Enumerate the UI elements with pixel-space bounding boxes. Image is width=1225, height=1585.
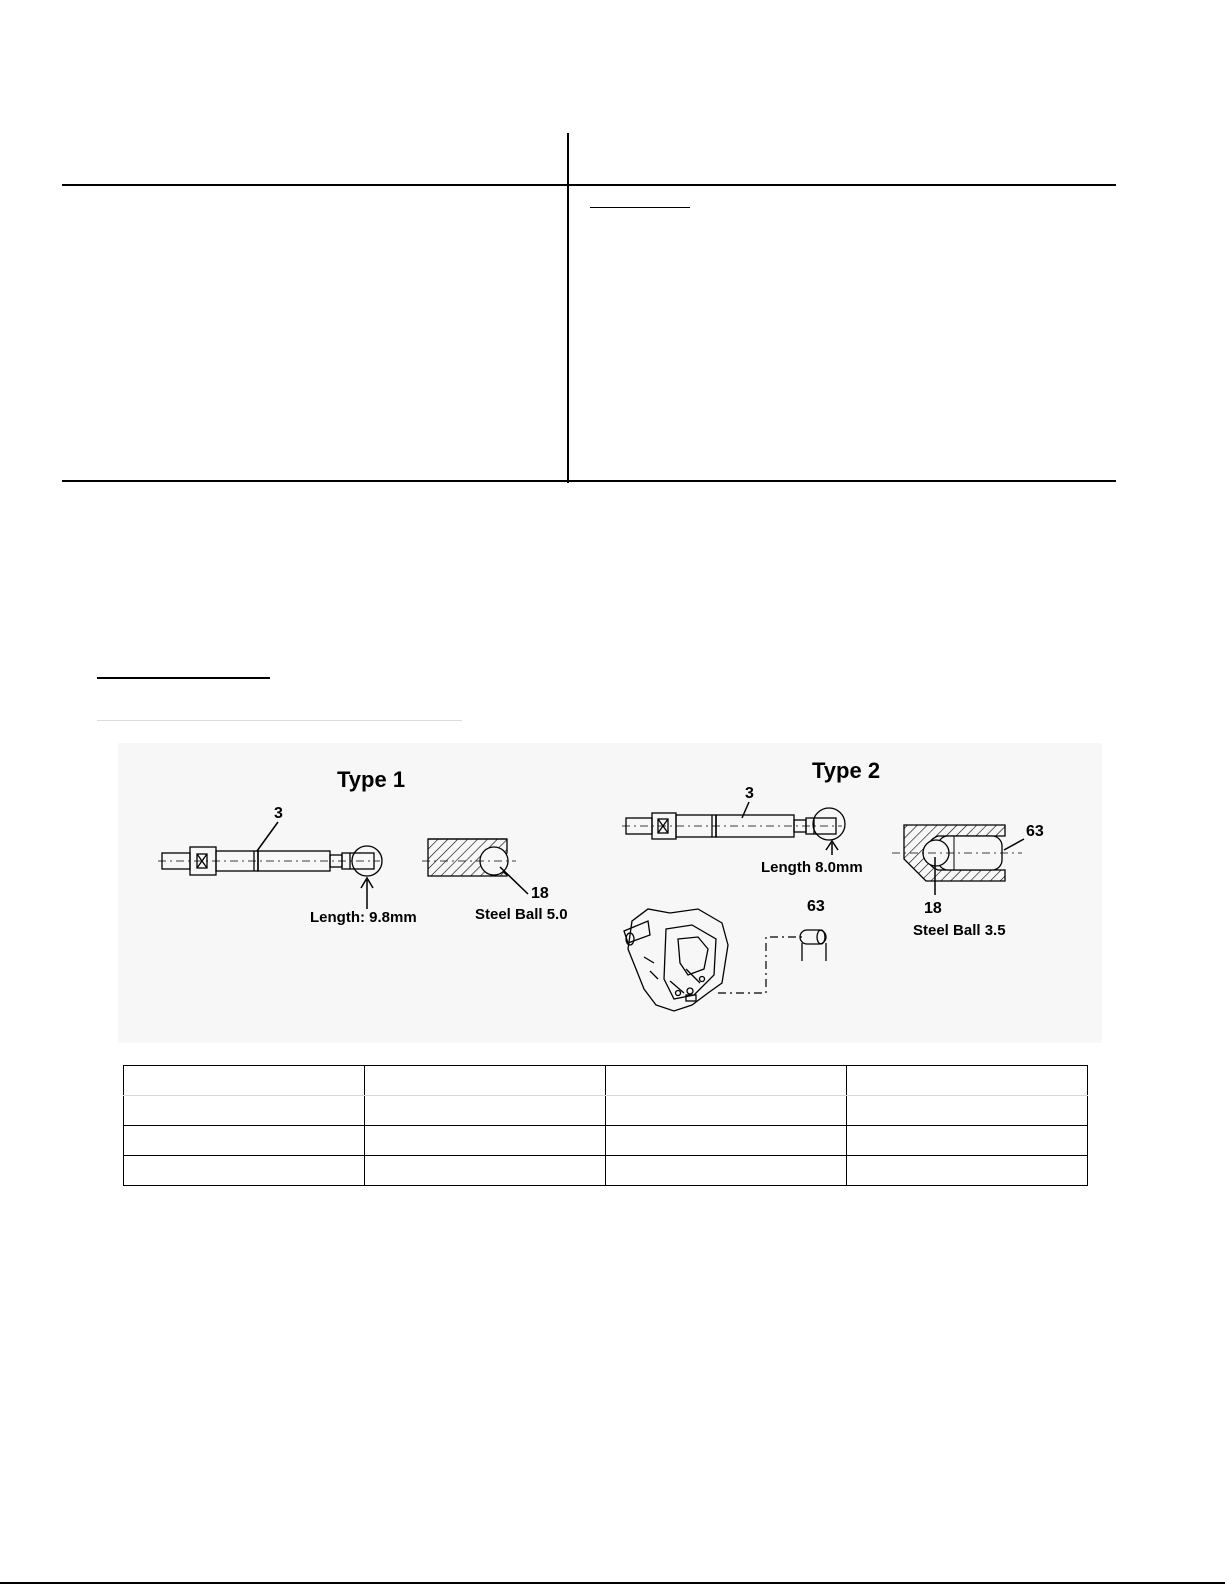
type2-ball-label: Steel Ball 3.5 <box>913 922 1006 939</box>
table-cell <box>365 1066 606 1096</box>
type1-part-number: 3 <box>274 805 283 822</box>
table-row <box>124 1156 1088 1186</box>
type1-ball-number: 18 <box>531 885 549 902</box>
table-cell <box>847 1126 1088 1156</box>
table-cell <box>606 1156 847 1186</box>
type1-steel-ball-detail <box>422 839 516 876</box>
type2-title: Type 2 <box>812 758 881 783</box>
table-cell <box>124 1066 365 1096</box>
type2-length-label: Length 8.0mm <box>761 859 863 876</box>
type1-length-label: Length: 9.8mm <box>310 909 417 926</box>
header-top-rule <box>62 184 1116 186</box>
table-cell <box>606 1066 847 1096</box>
section-heading-underline <box>97 677 270 679</box>
table-cell <box>606 1126 847 1156</box>
spec-table <box>123 1065 1088 1186</box>
table-cell <box>847 1066 1088 1096</box>
table-row <box>124 1096 1088 1126</box>
table-cell <box>847 1156 1088 1186</box>
table-row <box>124 1126 1088 1156</box>
page-bottom-rule <box>0 1582 1225 1584</box>
valve-types-figure <box>118 743 1102 1043</box>
table-row <box>124 1066 1088 1096</box>
table-cell <box>847 1096 1088 1126</box>
right-column-underline <box>590 207 690 208</box>
type1-title: Type 1 <box>337 767 406 792</box>
type2-ball-number: 18 <box>924 900 942 917</box>
table-cell <box>124 1096 365 1126</box>
table-cell <box>124 1156 365 1186</box>
table-cell <box>365 1126 606 1156</box>
type2-part-number: 3 <box>745 785 754 802</box>
table-cell <box>365 1096 606 1126</box>
type2-pin-number: 63 <box>807 898 825 915</box>
table-cell <box>124 1126 365 1156</box>
type1-ball-label: Steel Ball 5.0 <box>475 906 568 923</box>
table-cell <box>606 1096 847 1126</box>
type2-pin-number-detail: 63 <box>1026 823 1044 840</box>
section-light-rule <box>97 720 462 721</box>
table-cell <box>365 1156 606 1186</box>
header-bottom-rule <box>62 480 1116 482</box>
